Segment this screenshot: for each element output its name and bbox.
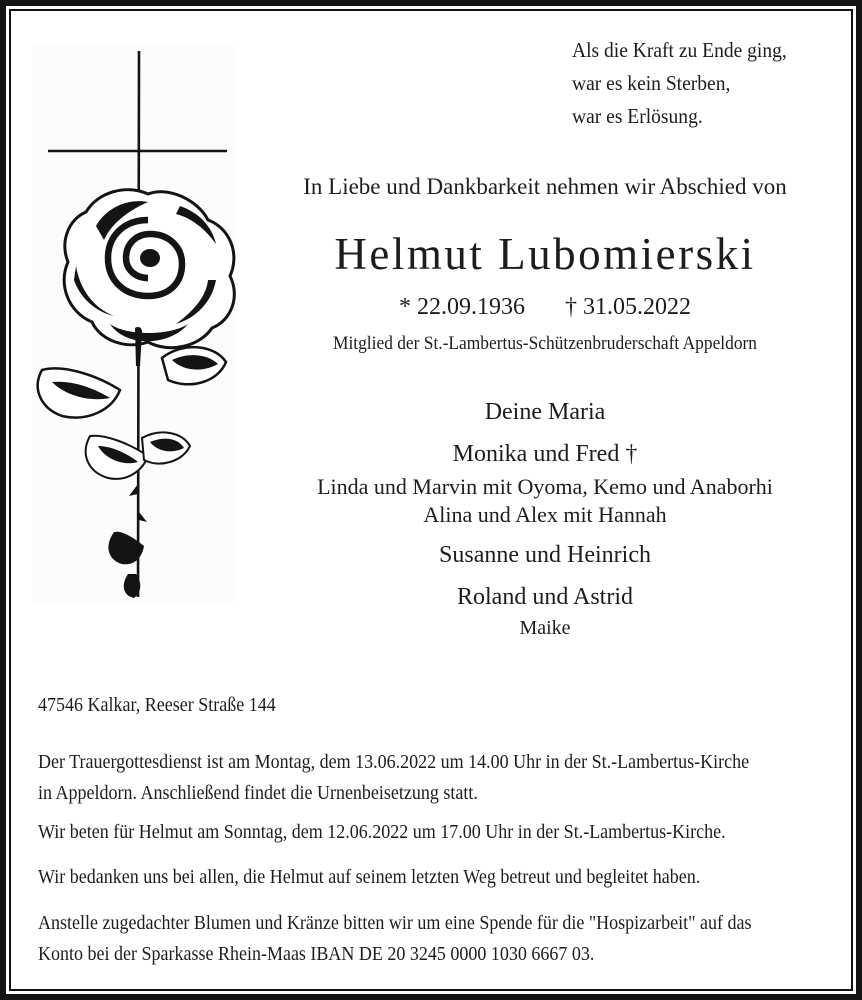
stem-thorn — [139, 512, 147, 522]
announcement-line: in Appeldorn. Anschließend findet die Urnenbeisetzung statt. — [38, 782, 478, 804]
mourner-line-7: Maike — [519, 617, 571, 639]
rose-and-cross-illustration — [32, 44, 236, 604]
address-line: 47546 Kalkar, Reeser Straße 144 — [38, 694, 276, 716]
birth-date: * 22.09.1936 — [399, 294, 525, 320]
mourner-line-1: Deine Maria — [484, 399, 606, 425]
mourner-line-4: Alina und Alex mit Hannah — [423, 502, 667, 527]
rose-center — [140, 249, 160, 267]
death-date: † 31.05.2022 — [565, 294, 691, 320]
announcement-line: Wir bedanken uns bei allen, die Helmut auf seinem letzten Weg betreut und begleitet haben. — [38, 866, 701, 888]
deceased-name: Helmut Lubomierski — [334, 229, 756, 279]
announcement-line: Wir beten für Helmut am Sonntag, dem 12.06.2022 um 17.00 Uhr in der St.-Lambertus-Kirche. — [38, 821, 726, 843]
membership-line: Mitglied der St.-Lambertus-Schützenbruderschaft Appeldorn — [332, 334, 757, 354]
announcement-line: Konto bei der Sparkasse Rhein-Maas IBAN DE 20 3245 0000 1030 6667 03. — [38, 943, 595, 965]
stem-shading — [135, 327, 142, 366]
epigraph-line-1: Als die Kraft zu Ende ging, — [572, 38, 787, 62]
announcement-line: Anstelle zugedachter Blumen und Kränze bitten wir um eine Spende für die "Hospizarbeit" auf das — [38, 912, 752, 934]
mourner-line-6: Roland und Astrid — [456, 584, 633, 610]
announcement-line: Der Trauergottesdienst ist am Montag, dem 13.06.2022 um 14.00 Uhr in der St.-Lambertus-Kirche — [38, 751, 750, 773]
mourner-line-2: Monika und Fred † — [452, 441, 638, 467]
farewell-intro: In Liebe und Dankbarkeit nehmen wir Abschied von — [303, 174, 787, 199]
stem-thorn — [129, 484, 138, 496]
epigraph-line-3: war es Erlösung. — [572, 104, 703, 128]
mourner-line-3: Linda und Marvin mit Oyoma, Kemo und Anaborhi — [317, 474, 773, 499]
mourner-line-5: Susanne und Heinrich — [439, 542, 651, 568]
epigraph-line-2: war es kein Sterben, — [572, 71, 731, 95]
epigraph — [572, 34, 803, 133]
life-dates — [250, 294, 840, 321]
rose-bloom-outline — [64, 190, 234, 348]
